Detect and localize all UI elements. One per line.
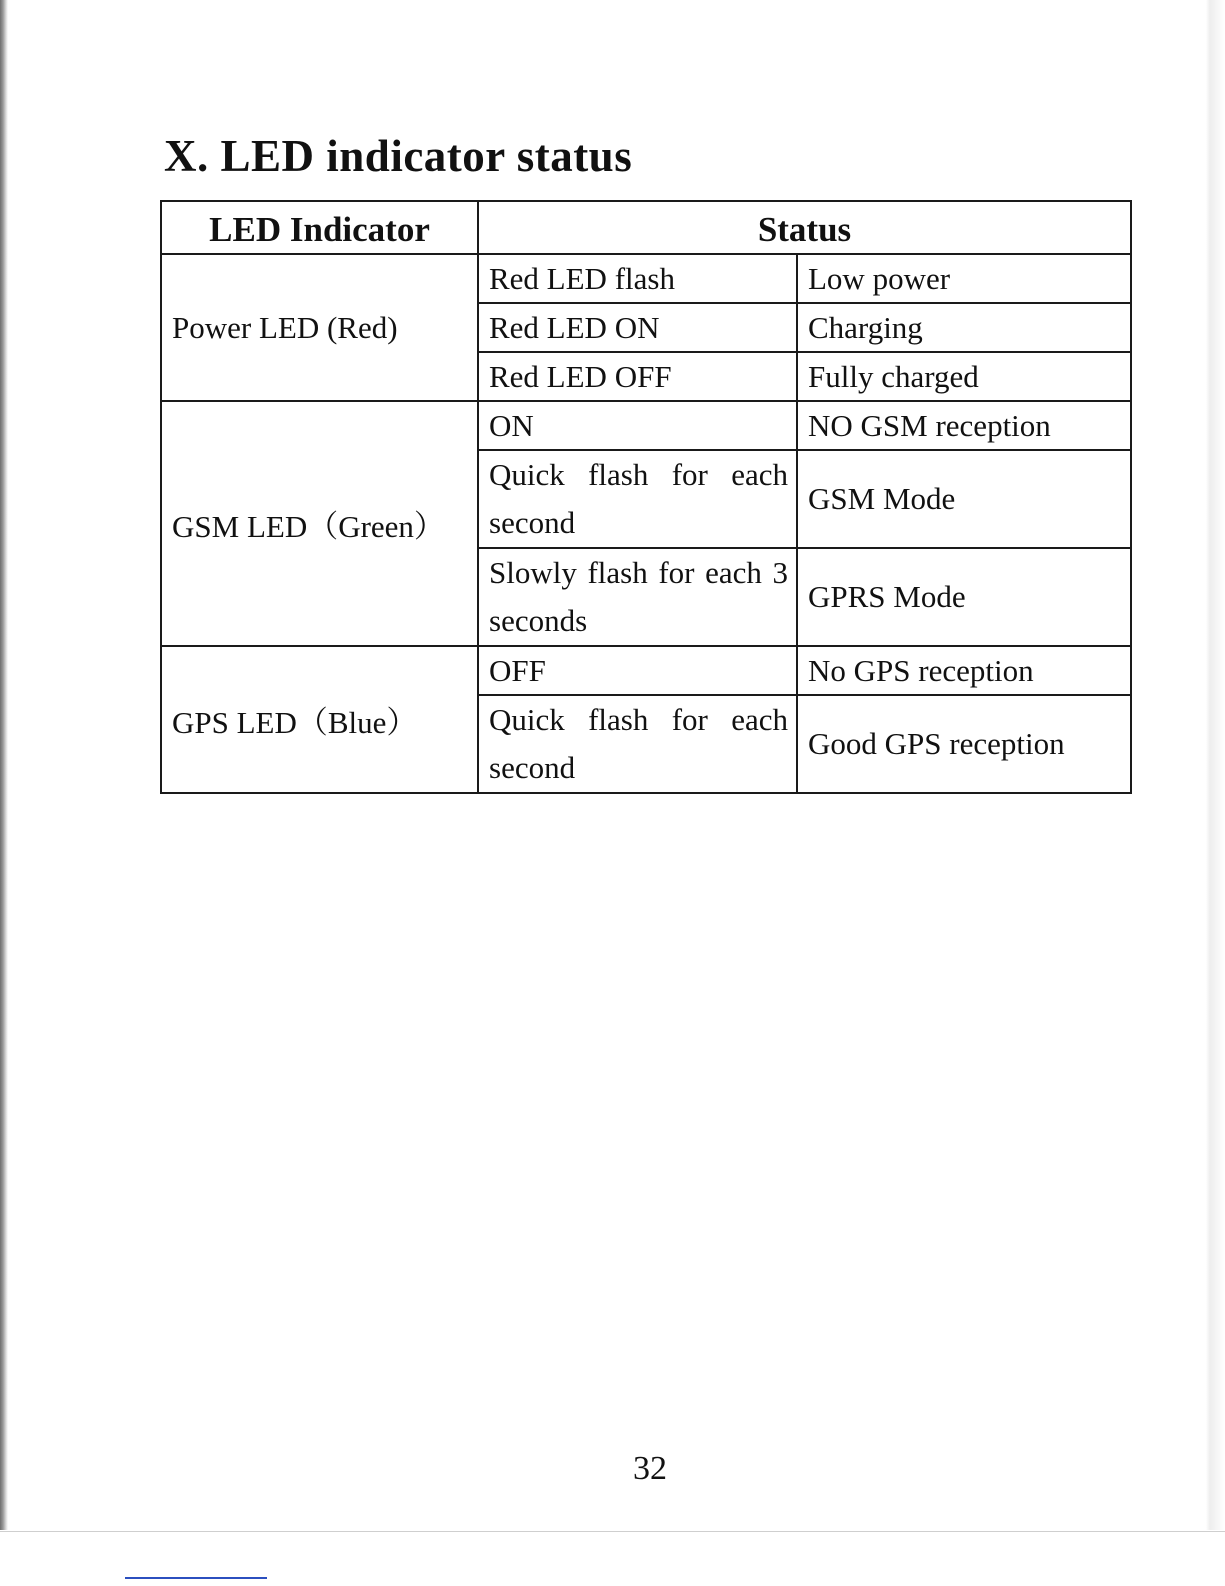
table-row [161, 401, 1131, 450]
scan-bottom-link [125, 1577, 267, 1579]
table-row [161, 254, 1131, 303]
page-number: 32 [633, 1450, 667, 1487]
meaning-cell: GSM Mode [797, 450, 1131, 548]
condition-cell: ON [478, 401, 797, 450]
condition-cell: Red LED OFF [478, 352, 797, 401]
condition-cell: Quick flash for each second [478, 695, 797, 793]
meaning-cell: Good GPS reception [797, 695, 1131, 793]
meaning-cell: NO GSM reception [797, 401, 1131, 450]
header-led-indicator: LED Indicator [161, 201, 478, 254]
scan-right-edge [1206, 0, 1225, 1530]
meaning-cell: Fully charged [797, 352, 1131, 401]
condition-cell: Slowly flash for each 3 seconds [478, 548, 797, 646]
meaning-cell: GPRS Mode [797, 548, 1131, 646]
condition-cell: Quick flash for each second [478, 450, 797, 548]
indicator-gsm-led: GSM LED（Green） [161, 401, 478, 646]
indicator-gps-led: GPS LED（Blue） [161, 646, 478, 793]
header-status: Status [478, 201, 1131, 254]
indicator-power-led: Power LED (Red) [161, 254, 478, 401]
table-row [161, 646, 1131, 695]
meaning-cell: No GPS reception [797, 646, 1131, 695]
condition-cell: Red LED ON [478, 303, 797, 352]
scan-left-edge [0, 0, 8, 1530]
condition-cell: OFF [478, 646, 797, 695]
meaning-cell: Low power [797, 254, 1131, 303]
meaning-cell: Charging [797, 303, 1131, 352]
section-heading: X. LED indicator status [164, 131, 633, 181]
condition-cell: Red LED flash [478, 254, 797, 303]
led-status-table [160, 200, 1132, 794]
